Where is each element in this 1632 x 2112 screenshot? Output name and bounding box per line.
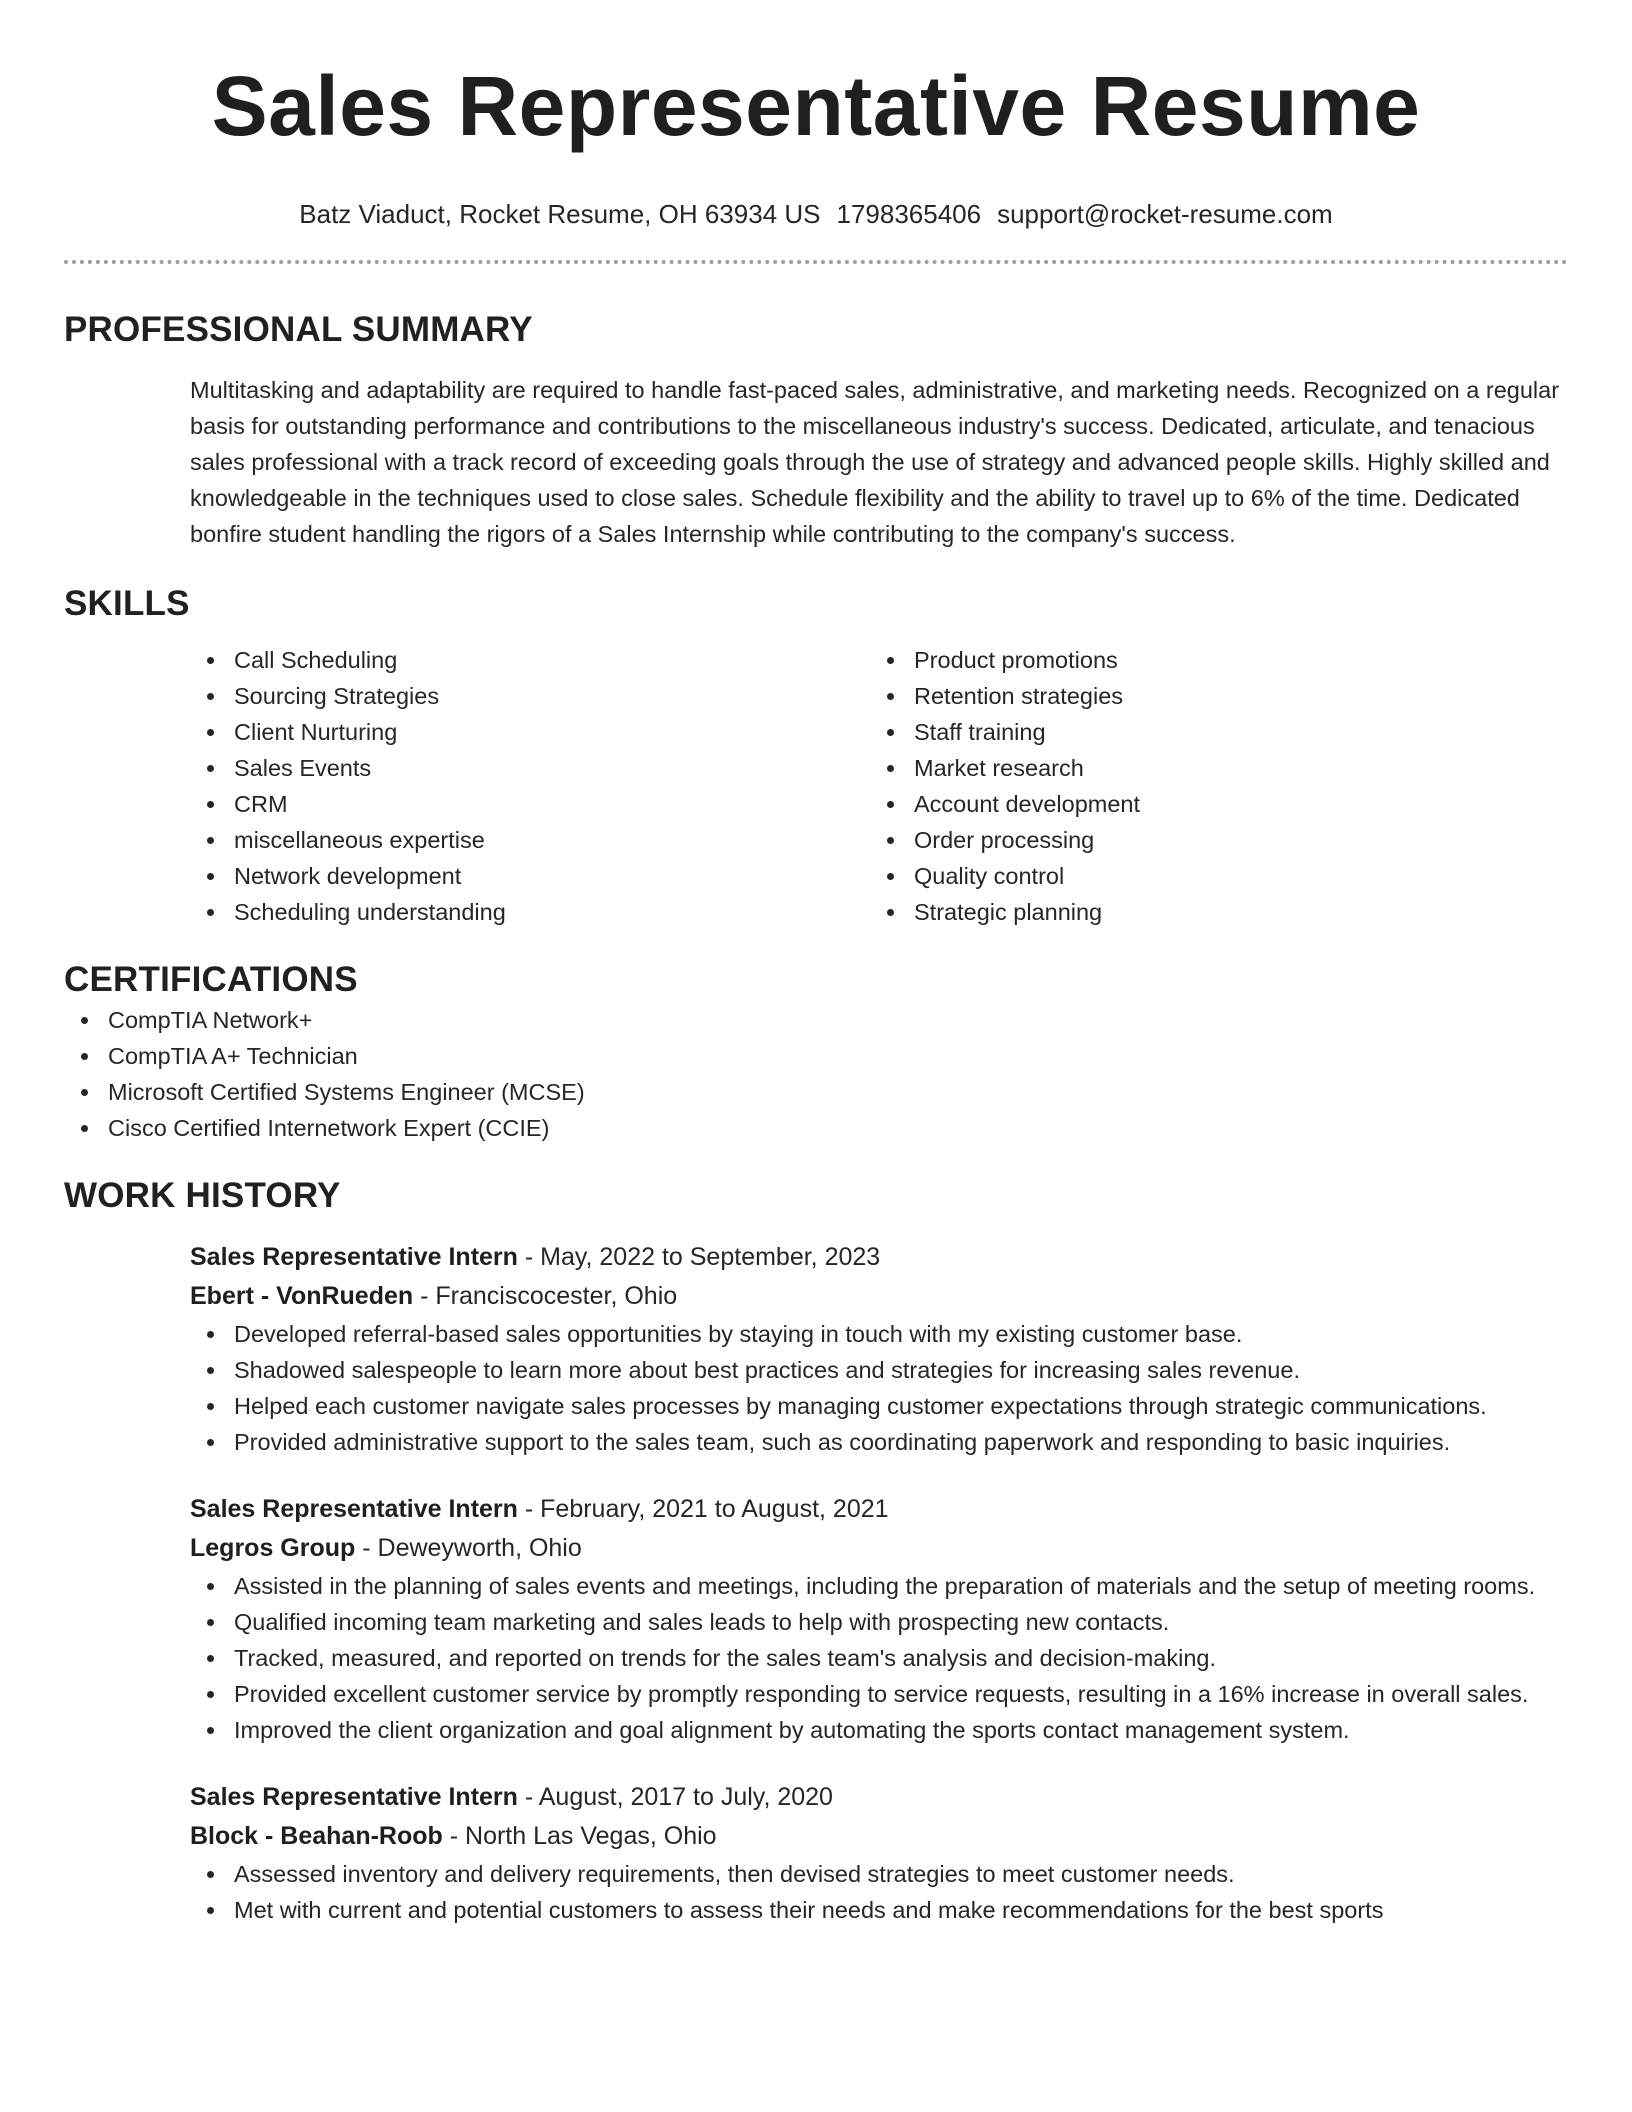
job-company: Block - Beahan-Roob xyxy=(190,1822,443,1850)
job-bullets xyxy=(190,1316,1568,1460)
job-bullet: Provided excellent customer service by promptly responding to service requests, resulting in a 16% increase in overall sales. xyxy=(190,1676,1568,1712)
job-bullet: Helped each customer navigate sales processes by managing customer expectations through strategic communications. xyxy=(190,1388,1568,1424)
skills-section xyxy=(64,582,1568,930)
skill-item: Strategic planning xyxy=(870,894,1550,930)
skill-item: Staff training xyxy=(870,714,1550,750)
job-entry xyxy=(190,1238,1568,1460)
contact-address: Batz Viaduct, Rocket Resume, OH 63934 US xyxy=(299,199,821,229)
job-bullet: Improved the client organization and goal alignment by automating the sports contact management system. xyxy=(190,1712,1568,1748)
certification-item: CompTIA Network+ xyxy=(64,1002,1568,1038)
job-bullet: Qualified incoming team marketing and sales leads to help with prospecting new contacts. xyxy=(190,1604,1568,1640)
skills-list-right xyxy=(870,642,1550,930)
job-dates: - August, 2017 to July, 2020 xyxy=(517,1783,833,1811)
job-title: Sales Representative Intern xyxy=(190,1783,518,1811)
job-dates: - February, 2021 to August, 2021 xyxy=(517,1495,889,1523)
skill-item: Account development xyxy=(870,786,1550,822)
skill-item: CRM xyxy=(190,786,870,822)
skill-item: Retention strategies xyxy=(870,678,1550,714)
work-history-heading: WORK HISTORY xyxy=(64,1176,341,1215)
job-bullet: Assisted in the planning of sales events and meetings, including the preparation of materials and the setup of meeting rooms. xyxy=(190,1568,1568,1604)
job-dates: - May, 2022 to September, 2023 xyxy=(517,1243,881,1271)
job-bullets xyxy=(190,1856,1568,1928)
skill-item: Client Nurturing xyxy=(190,714,870,750)
skill-item: Market research xyxy=(870,750,1550,786)
contact-info xyxy=(64,198,1568,230)
skill-item: Product promotions xyxy=(870,642,1550,678)
job-location: - Franciscocester, Ohio xyxy=(413,1282,678,1310)
job-title: Sales Representative Intern xyxy=(190,1243,518,1271)
job-bullet: Developed referral-based sales opportunities by staying in touch with my existing customer base. xyxy=(190,1316,1568,1352)
certifications-heading: CERTIFICATIONS xyxy=(64,960,358,999)
contact-phone: 1798365406 xyxy=(836,199,982,229)
summary-section xyxy=(64,308,1568,552)
certification-item: CompTIA A+ Technician xyxy=(64,1038,1568,1074)
skill-item: Network development xyxy=(190,858,870,894)
skill-item: Call Scheduling xyxy=(190,642,870,678)
job-entry xyxy=(190,1490,1568,1748)
job-entry xyxy=(190,1778,1568,1928)
work-history-section xyxy=(64,1174,1568,1928)
skills-column-right xyxy=(870,642,1550,930)
contact-email: support@rocket-resume.com xyxy=(997,199,1333,229)
job-company: Ebert - VonRueden xyxy=(190,1282,414,1310)
job-bullet: Tracked, measured, and reported on trends for the sales team's analysis and decision-making. xyxy=(190,1640,1568,1676)
skill-item: Sourcing Strategies xyxy=(190,678,870,714)
certification-item: Cisco Certified Internetwork Expert (CCIE) xyxy=(64,1110,1568,1146)
skill-item: Sales Events xyxy=(190,750,870,786)
skills-grid xyxy=(190,642,1568,930)
job-location: - North Las Vegas, Ohio xyxy=(442,1822,717,1850)
summary-text: Multitasking and adaptability are required to handle fast-paced sales, administrative, and marketing needs. Recognized on a regular basis for outstanding performance and contributions to the miscellaneous industry's success. Dedicated, articulate, and tenacious sales professional with a track record of exceeding goals through the use of strategy and advanced people skills. Highly skilled and knowledgeable in the techniques used to close sales. Schedule flexibility and the ability to travel up to 6% of the time. Dedicated bonfire student handling the rigors of a Sales Internship while contributing to the company's success. xyxy=(190,377,1560,547)
skill-item: miscellaneous expertise xyxy=(190,822,870,858)
job-bullet: Assessed inventory and delivery requirements, then devised strategies to meet customer needs. xyxy=(190,1856,1568,1892)
job-title-line xyxy=(190,1490,1568,1529)
job-company-line xyxy=(190,1277,1568,1316)
skills-column-left xyxy=(190,642,870,930)
summary-heading: PROFESSIONAL SUMMARY xyxy=(64,310,533,349)
skill-item: Quality control xyxy=(870,858,1550,894)
job-bullet: Met with current and potential customers to assess their needs and make recommendations for the best sports xyxy=(190,1892,1568,1928)
job-title-line xyxy=(190,1778,1568,1817)
certifications-list xyxy=(64,1002,1568,1146)
job-location: - Deweyworth, Ohio xyxy=(355,1534,582,1562)
resume-title: Sales Representative Resume xyxy=(211,59,1421,153)
job-bullets xyxy=(190,1568,1568,1748)
job-company-line xyxy=(190,1817,1568,1856)
job-title-line xyxy=(190,1238,1568,1277)
job-bullet: Provided administrative support to the sales team, such as coordinating paperwork and responding to basic inquiries. xyxy=(190,1424,1568,1460)
skills-list-left xyxy=(190,642,870,930)
skills-heading: SKILLS xyxy=(64,584,190,623)
skill-item: Order processing xyxy=(870,822,1550,858)
header-divider xyxy=(64,260,1568,264)
certifications-section xyxy=(64,958,1568,1146)
skill-item: Scheduling understanding xyxy=(190,894,870,930)
job-company: Legros Group xyxy=(190,1534,356,1562)
resume-page xyxy=(64,0,1568,1928)
certification-item: Microsoft Certified Systems Engineer (MCSE) xyxy=(64,1074,1568,1110)
job-company-line xyxy=(190,1529,1568,1568)
job-title: Sales Representative Intern xyxy=(190,1495,518,1523)
job-bullet: Shadowed salespeople to learn more about best practices and strategies for increasing sales revenue. xyxy=(190,1352,1568,1388)
